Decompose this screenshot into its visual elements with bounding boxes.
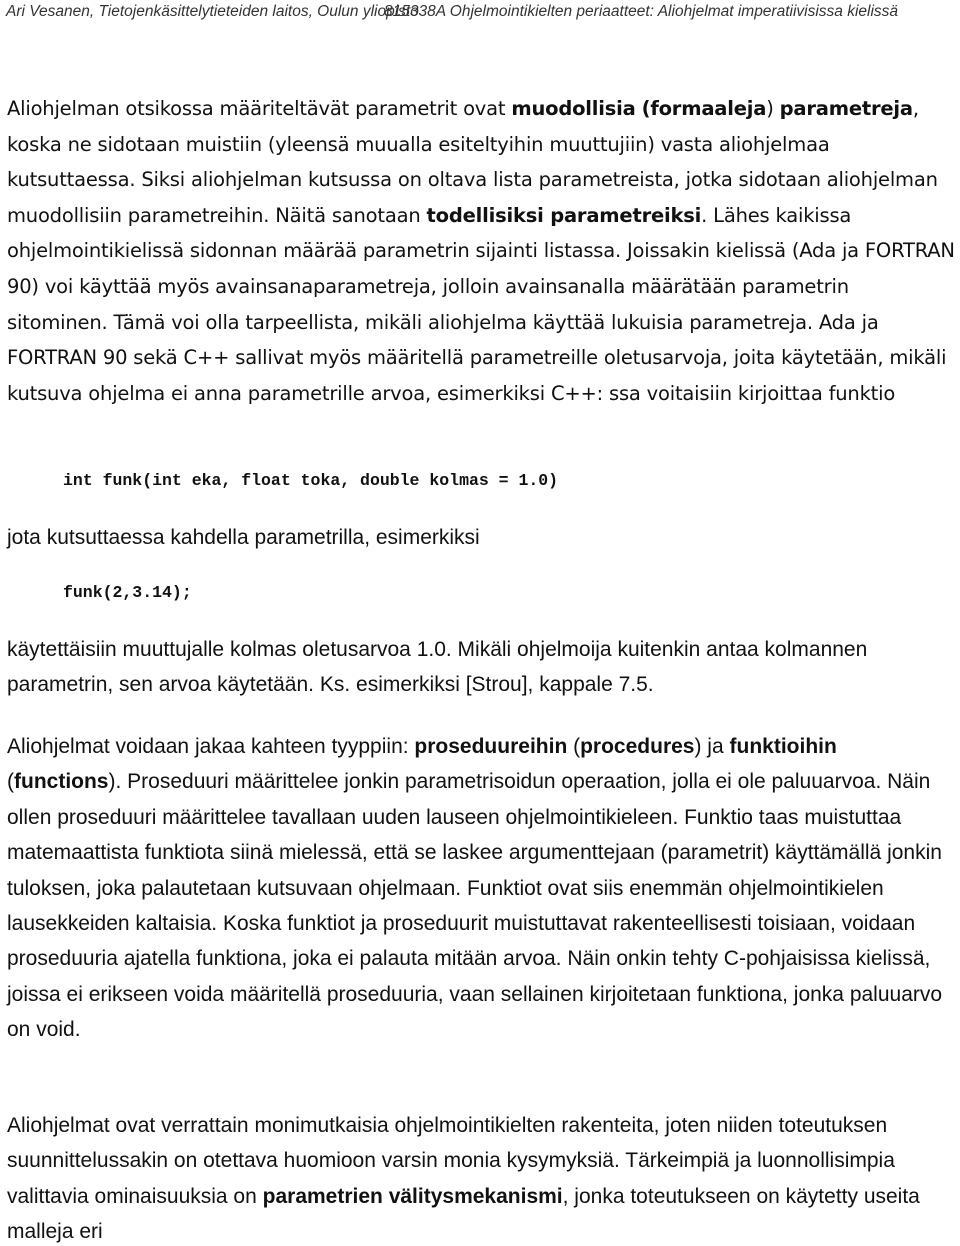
code-function-declaration: int funk(int eka, float toka, double kolmas = 1.0) [63, 471, 559, 490]
term-funktioihin: funktioihin [729, 735, 837, 758]
term-todellisiksi-parametreiksi: todellisiksi parametreiksi [426, 203, 702, 227]
code-function-call: funk(2,3.14); [63, 583, 192, 602]
term-formaaleja: (formaaleja [641, 97, 767, 120]
paragraph-call-with-two-params: jota kutsuttaessa kahdella parametrilla, esimerkiksi [7, 526, 480, 549]
paragraph-default-value: käytettäisiin muuttujalle kolmas oletusarvoa 1.0. Mikäli ohjelmoija kuitenkin antaa kolmannen parametrin, sen arvoa käytetään. Ks. esimerkiksi [Strou], kappale 7.5. [7, 638, 868, 697]
term-proseduureihin: proseduureihin [414, 735, 568, 758]
term-functions: functions [14, 770, 109, 794]
term-parametrien-valitysmekanismi: parametrien välitysmekanismi [262, 1184, 563, 1208]
header-author: Ari Vesanen, Tietojenkäsittelytieteiden laitos, Oulun yliopisto [6, 3, 419, 20]
term-parametreja: parametreja [779, 97, 913, 120]
term-muodollisia: muodollisia [511, 97, 636, 120]
header-course-title: 815338A Ohjelmointikielten periaatteet: Aliohjelmat imperatiivisissa kielissä [384, 3, 899, 20]
paragraph-parameter-passing: Aliohjelmat ovat verrattain monimutkaisia ohjelmointikielten rakenteita, joten niiden toteutuksen suunnittelussakin on otettava huomioon varsin monia kysymyksiä. Tärkeimpiä ja luonnollisimpia valittavia ominaisuuksia on parametrien välitysmekanismi, jonka toteutukseen on käytetty useita malleja eri [7, 1114, 920, 1244]
term-procedures: procedures [580, 735, 695, 758]
paragraph-procedures-and-functions: Aliohjelmat voidaan jakaa kahteen tyyppiin: proseduureihin (procedures) ja funktioihin (functions). Proseduuri määrittelee jonkin parametrisoidun operaation, jolla ei ole paluuarvoa. Näin ollen proseduuri määrittelee tavallaan uuden lauseen ohjelmointikieleen. Funktio taas muistuttaa matemaattista funktiota siinä mielessä, että se laskee argumenttejaan (parametrit) käyttämällä jonkin tuloksen, joka palautetaan kutsuvaan ohjelmaan. Funktiot ovat siis enemmän ohjelmointikielen lausekkeiden kaltaisia. Koska funktiot ja proseduurit muistuttavat rakenteellisesti toisiaan, voidaan proseduuria ajatella funktiona, joka ei palauta mitään arvoa. Näin onkin tehty C-pohjaisissa kielissä, joissa ei erikseen voida määritellä proseduuria, vaan sellainen kirjoitetaan funktiona, jonka paluuarvo on void. [7, 735, 943, 1042]
paragraph-formal-parameters: Aliohjelman otsikossa määriteltävät parametrit ovat muodollisia (formaaleja) parametreja, koska ne sidotaan muistiin (yleensä muualla esiteltyihin muuttujiin) vasta aliohjelmaa kutsuttaessa. Siksi aliohjelman kutsussa on oltava lista parametreista, jotka sidotaan aliohjelman muodollisiin parametreihin. Näitä sanotaan todellisiksi parametreiksi. Lähes kaikissa ohjelmointikielissä sidonnan määrää parametrin sijainti listassa. Joissakin kielissä (Ada ja FORTRAN 90) voi käyttää myös avainsanaparametreja, jolloin avainsanalla määrätään parametrin sitominen. Tämä voi olla tarpeellista, mikäli aliohjelma käyttää lukuisia parametreja. Ada ja FORTRAN 90 sekä C++ sallivat myös määritellä parametreille oletusarvoja, joita käytetään, mikäli kutsuva ohjelma ei anna parametrille arvoa, esimerkiksi C++: ssa voitaisiin kirjoittaa funktio [7, 97, 955, 405]
running-header [6, 0, 956, 28]
